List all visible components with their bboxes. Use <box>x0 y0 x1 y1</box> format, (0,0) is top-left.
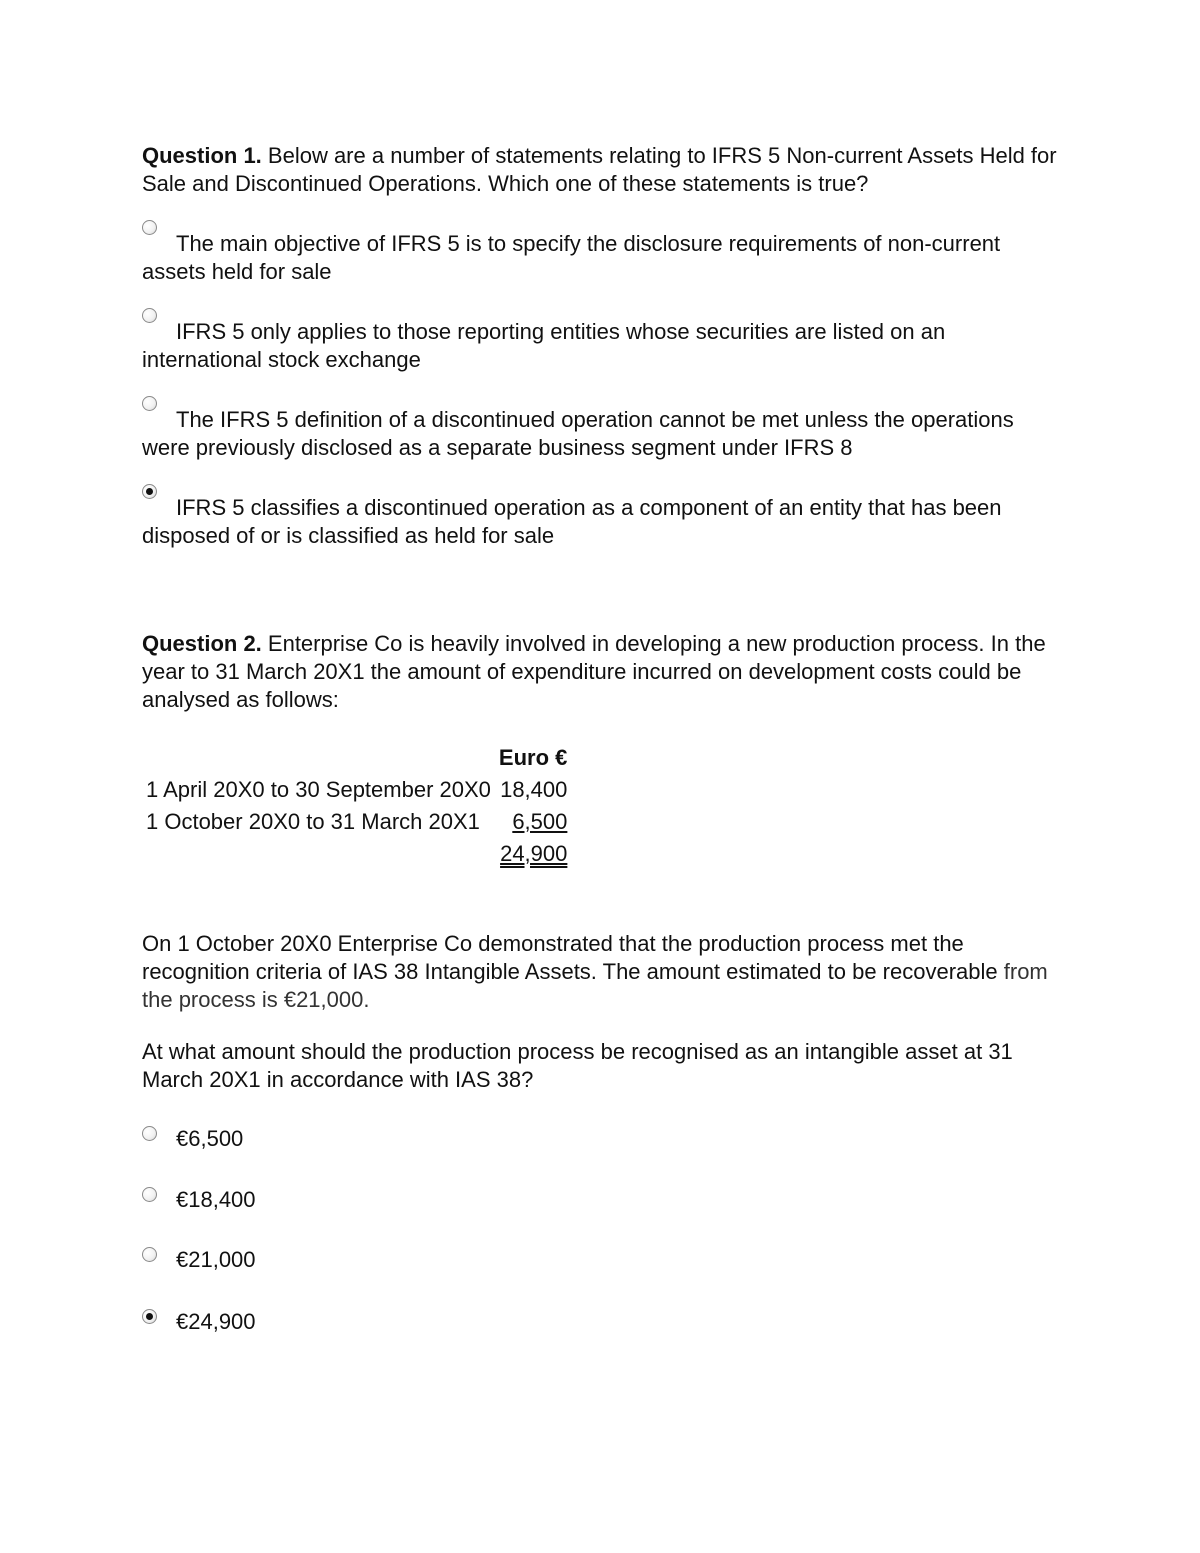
question-1-option-1[interactable] <box>142 230 1042 286</box>
radio-button-icon[interactable] <box>142 308 157 323</box>
question-2-context <box>142 930 1072 1014</box>
table-total-row <box>142 838 571 870</box>
table-header-row <box>142 742 571 774</box>
table-row <box>142 806 571 838</box>
context-text-end: from the process is €21,000. <box>142 959 1048 1012</box>
option-text: €21,000 <box>176 1247 256 1272</box>
question-2-label: Question 2. <box>142 631 262 656</box>
radio-button-selected-icon[interactable] <box>142 484 157 499</box>
question-2-option-4[interactable] <box>142 1308 1042 1336</box>
option-text: The main objective of IFRS 5 is to specify the disclosure requirements of non-current assets held for sale <box>142 231 1001 284</box>
total-cell: 24,900 <box>500 841 568 866</box>
question-2-question-text: At what amount should the production process be recognised as an intangible asset at 31 March 20X1 in accordance with IAS 38? <box>142 1039 1013 1092</box>
radio-button-icon[interactable] <box>142 396 157 411</box>
question-2-intro: Enterprise Co is heavily involved in developing a new production process. In the year to 31 March 20X1 the amount of expenditure incurred on development costs could be analysed as follows: <box>142 631 1046 712</box>
option-text: IFRS 5 classifies a discontinued operation as a component of an entity that has been disposed of or is classified as held for sale <box>142 495 1002 548</box>
option-text: IFRS 5 only applies to those reporting entities whose securities are listed on an international stock exchange <box>142 319 946 372</box>
question-2-prompt <box>142 630 1072 714</box>
question-1-option-2[interactable] <box>142 318 1042 374</box>
amount-cell: 6,500 <box>512 809 568 834</box>
question-2-option-2[interactable] <box>142 1186 1042 1214</box>
radio-button-icon[interactable] <box>142 220 157 235</box>
question-2-option-3[interactable] <box>142 1246 1042 1274</box>
option-text: The IFRS 5 definition of a discontinued operation cannot be met unless the operations were previously disclosed as a separate business segment under IFRS 8 <box>142 407 1014 460</box>
context-text: On 1 October 20X0 Enterprise Co demonstrated that the production process met the recognition criteria of IAS 38 Intangible Assets. The amount estimated to be recoverable <box>142 931 1004 984</box>
table-header-currency: Euro € <box>498 745 568 770</box>
question-1-prompt <box>142 142 1072 198</box>
question-1-option-4[interactable] <box>142 494 1042 550</box>
question-1-option-3[interactable] <box>142 406 1042 462</box>
question-1-text: Below are a number of statements relating to IFRS 5 Non-current Assets Held for Sale and Discontinued Operations. Which one of these statements is true? <box>142 143 1057 196</box>
table-row <box>142 774 571 806</box>
amount-cell: 18,400 <box>500 777 568 802</box>
radio-button-selected-icon[interactable] <box>142 1309 157 1324</box>
option-text: €24,900 <box>176 1309 256 1334</box>
radio-button-icon[interactable] <box>142 1247 157 1262</box>
question-2-option-1[interactable] <box>142 1125 1042 1153</box>
radio-button-icon[interactable] <box>142 1126 157 1141</box>
development-costs-table <box>142 742 571 870</box>
question-2-question <box>142 1038 1072 1094</box>
option-text: €18,400 <box>176 1187 256 1212</box>
period-cell: 1 April 20X0 to 30 September 20X0 <box>146 777 491 802</box>
period-cell: 1 October 20X0 to 31 March 20X1 <box>146 809 480 834</box>
question-1-label: Question 1. <box>142 143 262 168</box>
option-text: €6,500 <box>176 1126 244 1151</box>
radio-button-icon[interactable] <box>142 1187 157 1202</box>
